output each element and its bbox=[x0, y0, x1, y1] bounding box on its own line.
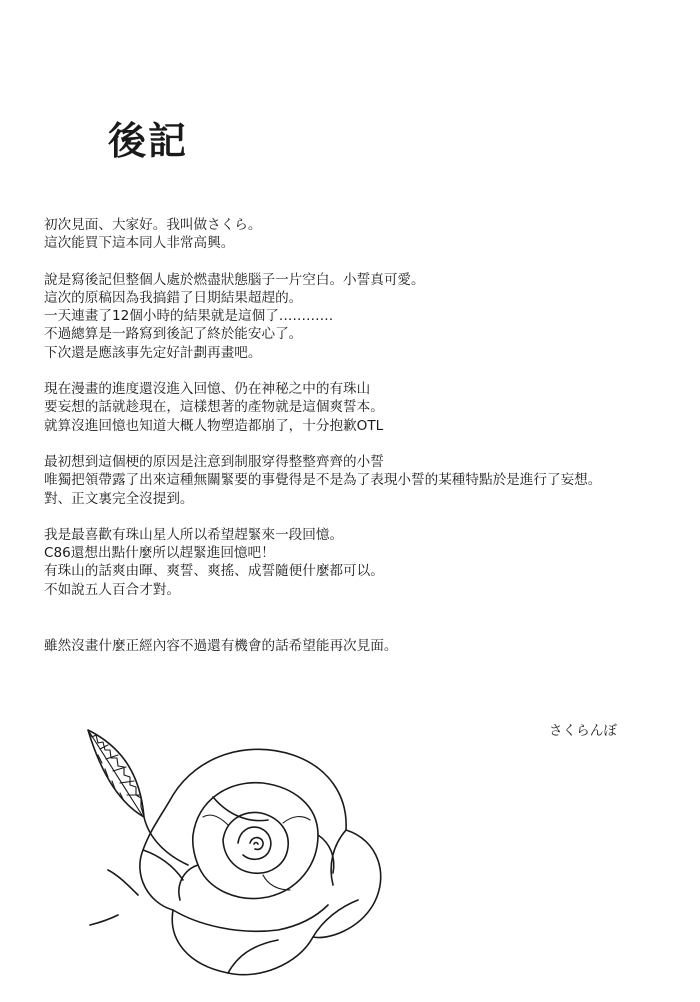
text-line: 現在漫畫的進度還沒進入回憶、仍在神秘之中的有珠山 bbox=[44, 381, 371, 398]
closing-line bbox=[44, 637, 684, 655]
text-line: 下次還是應該事先定好計劃再畫吧。 bbox=[44, 344, 262, 361]
afterword-body bbox=[44, 216, 684, 673]
text-line: 我是最喜歡有珠山星人所以希望趕緊來一段回憶。 bbox=[44, 526, 344, 543]
text-line: 不過總算是一路寫到後記了終於能安心了。 bbox=[44, 326, 303, 343]
paragraph-5 bbox=[44, 526, 684, 599]
text-line: 有珠山的話爽由暉、爽誓、爽搖、成誓隨便什麼都可以。 bbox=[44, 563, 384, 580]
rose-icon bbox=[78, 725, 398, 994]
text-line: 就算沒進回憶也知道大概人物塑造都崩了，十分抱歉OTL bbox=[44, 417, 384, 434]
text-line: 這次的原稿因為我搞錯了日期結果超趕的。 bbox=[44, 289, 303, 306]
text-line: 這次能買下這本同人非常高興。 bbox=[44, 235, 235, 252]
text-line: 要妄想的話就趁現在，這樣想著的產物就是這個爽誓本。 bbox=[44, 399, 384, 416]
text-line: 初次見面、大家好。我叫做さくら。 bbox=[44, 217, 262, 233]
paragraph-2 bbox=[44, 271, 684, 362]
author-signature: さくらんぼ bbox=[549, 723, 617, 739]
text-line: 不如說五人百合才對。 bbox=[44, 581, 180, 598]
text-line: 說是寫後記但整個人處於燃盡狀態腦子一片空白。小誓真可愛。 bbox=[44, 271, 425, 288]
text-line: 唯獨把領帶露了出來這種無關緊要的事覺得是不是為了表現小誓的某種特點於是進行了妄想。 bbox=[44, 472, 602, 489]
text-line: 一天連畫了12個小時的結果就是這個了………… bbox=[44, 308, 334, 325]
text-line: 雖然沒畫什麼正經內容不過還有機會的話希望能再次見面。 bbox=[44, 638, 398, 655]
text-line: C86還想出點什麼所以趕緊進回憶吧！ bbox=[44, 545, 275, 562]
paragraph-3 bbox=[44, 380, 684, 435]
paragraph-1 bbox=[44, 216, 684, 253]
page-title: 後記 bbox=[108, 119, 189, 163]
paragraph-4 bbox=[44, 453, 684, 508]
text-line: 最初想到這個梗的原因是注意到制服穿得整整齊齊的小誓 bbox=[44, 453, 384, 470]
text-line: 對、正文裏完全沒提到。 bbox=[44, 490, 194, 507]
